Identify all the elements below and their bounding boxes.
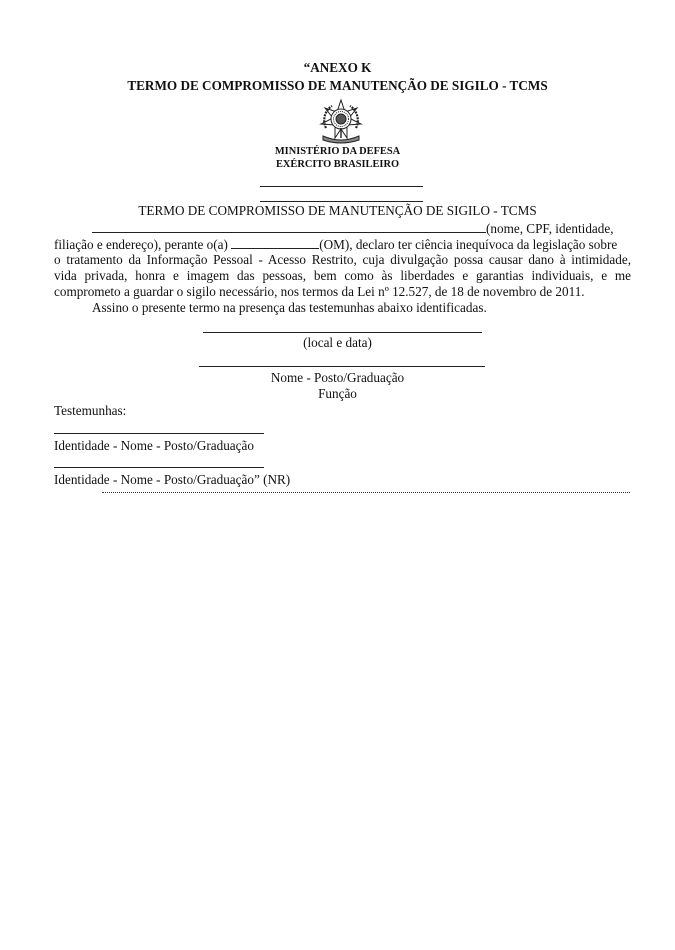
annex-title: “ANEXO K <box>303 60 372 75</box>
header-rule-1 <box>260 186 423 187</box>
place-date-label: (local e data) <box>303 335 372 350</box>
term-line-2-end: (OM), declaro ter ciência inequívoca da legislação sobre <box>319 237 618 252</box>
term-line-5: comprometo a guardar o sigilo necessário, nos termos da Lei nº 12.527, de 18 de novembro de 2011. <box>54 284 585 299</box>
army-name: EXÉRCITO BRASILEIRO <box>275 159 400 170</box>
term-line-1-text: (nome, CPF, identidade, <box>486 221 614 236</box>
term-line-2 <box>54 237 617 253</box>
witness-1-label: Identidade - Nome - Posto/Graduação <box>54 438 254 453</box>
term-line-1 <box>92 221 614 237</box>
term-line-2-start: filiação e endereço), perante o(a) <box>54 237 228 252</box>
term-title: TERMO DE COMPROMISSO DE MANUTENÇÃO DE SIGILO - TCMS <box>138 203 537 218</box>
dotted-continuation-line <box>102 492 630 493</box>
term-line-3: o tratamento da Informação Pessoal - Acesso Restrito, cuja divulgação possa causar dano à intimidade, <box>54 252 631 267</box>
om-blank <box>231 237 319 249</box>
ministry-name: MINISTÉRIO DA DEFESA <box>274 146 401 157</box>
term-line-6: Assino o presente termo na presença das testemunhas abaixo identificadas. <box>92 300 487 315</box>
annex-subtitle: TERMO DE COMPROMISSO DE MANUTENÇÃO DE SIGILO - TCMS <box>127 78 548 93</box>
brazil-coat-of-arms-icon <box>317 98 365 144</box>
signature-function: Função <box>318 386 357 401</box>
term-line-4: vida privada, honra e imagem das pessoas, bem como às liberdades e garantias individuais, e me <box>54 268 631 283</box>
place-date-line <box>203 332 482 333</box>
witness-1-line <box>54 433 264 434</box>
witness-2-label: Identidade - Nome - Posto/Graduação” (NR) <box>54 472 291 487</box>
witnesses-label: Testemunhas: <box>54 403 127 418</box>
signature-line <box>199 366 485 367</box>
signature-name-rank: Nome - Posto/Graduação <box>270 370 405 385</box>
header-rule-2 <box>260 201 423 202</box>
name-blank <box>92 221 486 233</box>
witness-2-line <box>54 467 264 468</box>
